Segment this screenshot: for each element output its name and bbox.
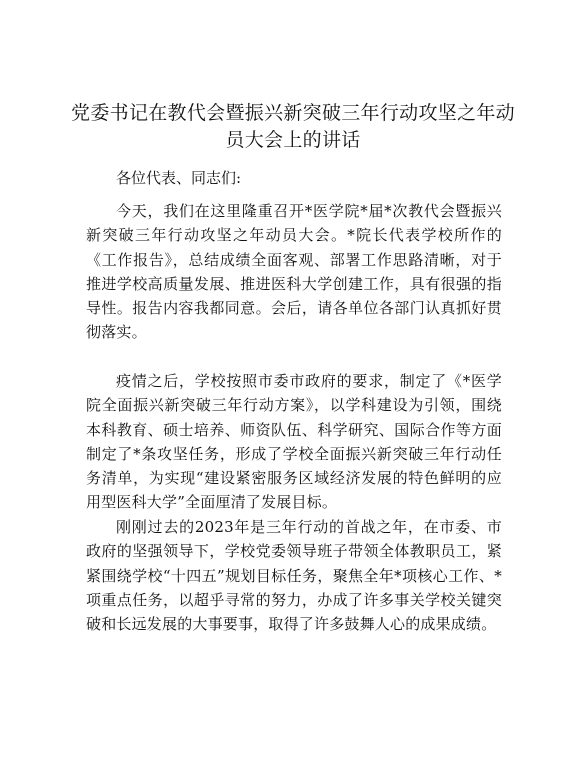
body-paragraph: 疫情之后，学校按照市委市政府的要求，制定了《*医学院全面振兴新突破三年行动方案》，以学科建设为引领，围绕本科教育、硕士培养、师资队伍、科学研究、国际合作等方面制定了*条攻坚任务，形成了学校全面振兴新突破三年行动任务清单，为实现“建设紧密服务区域经济发展的特色鲜明的应用型医科大学”全面厘清了发展目标。 (86, 372, 502, 512)
body-paragraph: 刚刚过去的2023年是三年行动的首战之年，在市委、市政府的坚强领导下，学校党委领导班子带领全体教职员工，紧紧围绕学校“十四五”规划目标任务，聚焦全年*项核心工作、*项重点任务，以超乎寻常的努力，办成了许多事关学校关键突破和长远发展的大事要事，取得了许多鼓舞人心的成果成绩。 (86, 518, 502, 634)
body-paragraph: 今天，我们在这里隆重召开*医学院*届*次教代会暨振兴新突破三年行动攻坚之年动员大会。*院长代表学校所作的《工作报告》，总结成绩全面客观、部署工作思路清晰，对于推进学校高质量发展、推进医科大学创建工作，具有很强的指导性。报告内容我都同意。会后，请各单位各部门认真抓好贯彻落实。 (86, 202, 502, 342)
salutation: 各位代表、同志们: (116, 169, 242, 187)
document-title: 党委书记在教代会暨振兴新突破三年行动攻坚之年动员大会上的讲话 (71, 102, 515, 151)
